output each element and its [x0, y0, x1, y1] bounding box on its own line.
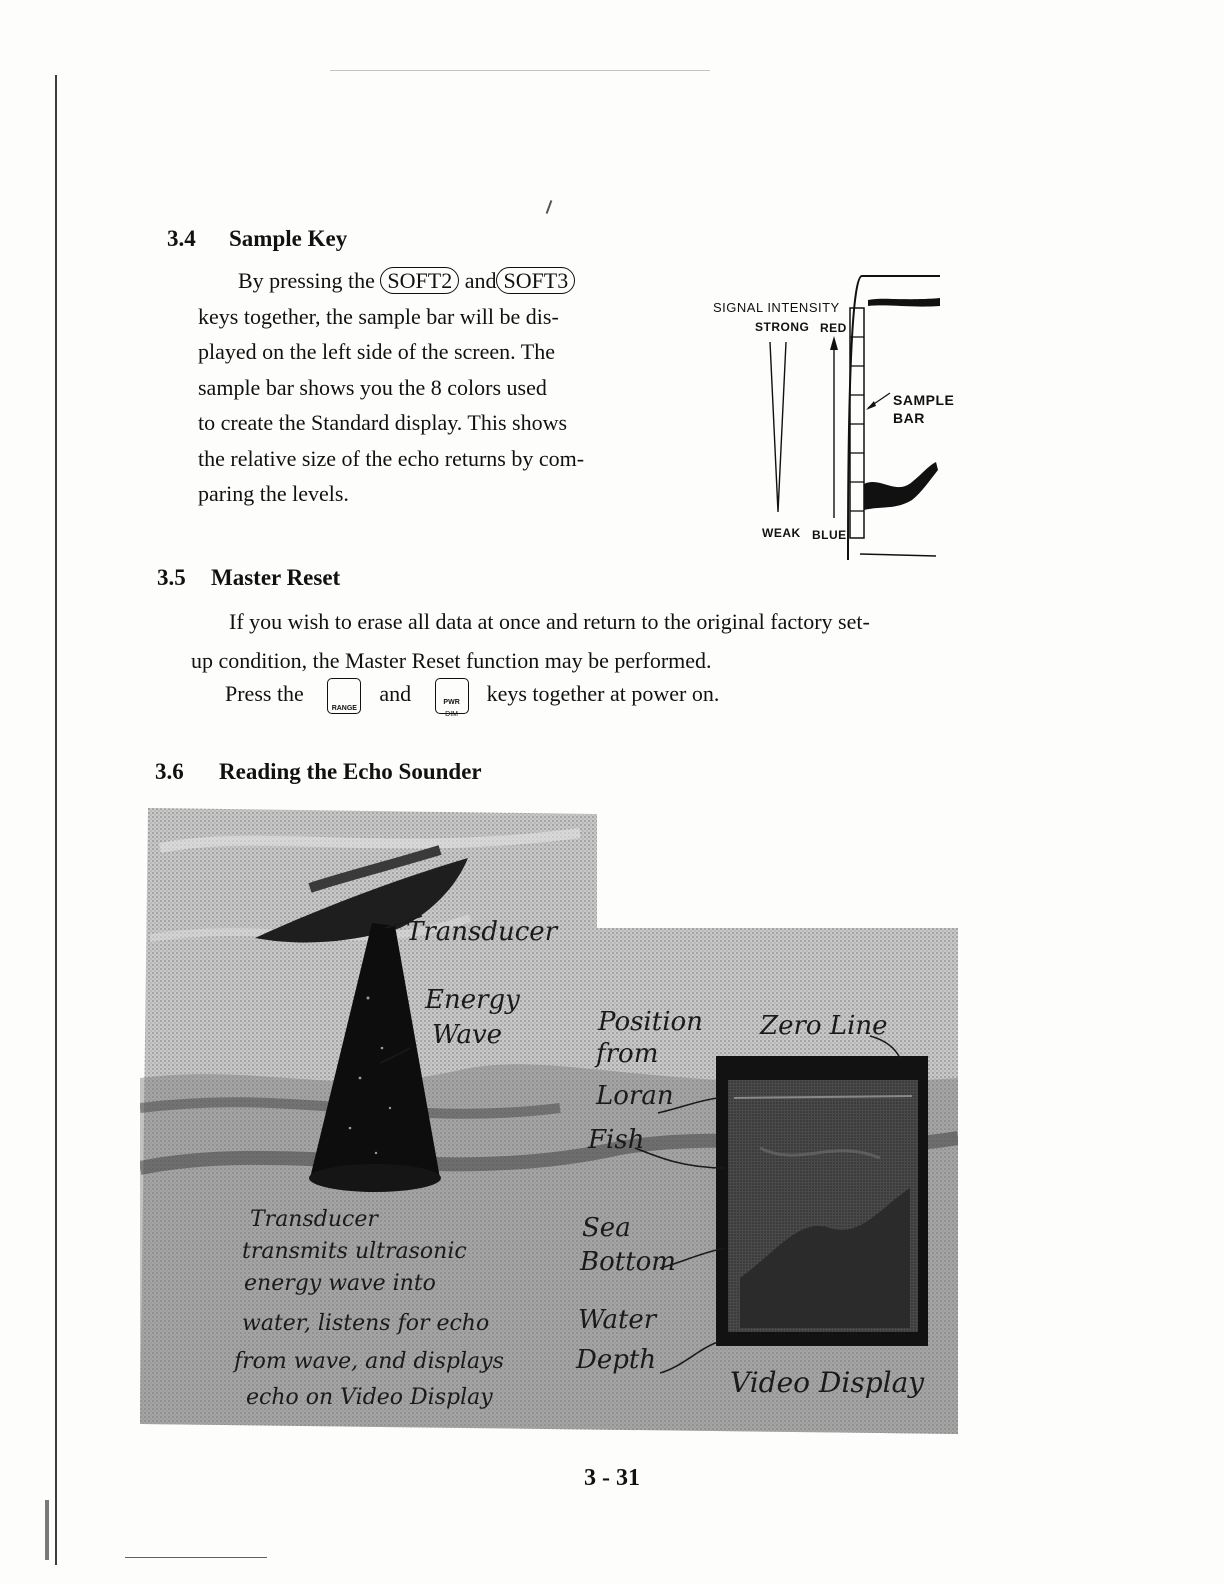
bar-label: BAR [893, 410, 925, 426]
text-span: and [379, 681, 412, 706]
red-label: RED [820, 321, 847, 335]
desc-line: Transducer [250, 1207, 378, 1232]
master-reset-line-2: up condition, the Master Reset function may be performed. [191, 648, 712, 673]
sea-label: Sea [582, 1213, 631, 1243]
pointer-head [866, 401, 876, 410]
key-text: PWR [443, 698, 460, 706]
page-number: 3 - 31 [584, 1465, 640, 1491]
paragraph-line: paring the levels. [198, 481, 349, 506]
video-display-label: Video Display [730, 1366, 925, 1399]
paragraph-line: sample bar shows you the 8 colors used [198, 374, 547, 400]
sea-bottom-trace [864, 462, 938, 510]
section-3-4-heading [167, 226, 347, 252]
paragraph-line: the relative size of the echo returns by com- [198, 445, 585, 471]
loran-label: Loran [596, 1081, 674, 1111]
position-label: Position [598, 1007, 703, 1037]
scan-speckle [330, 70, 710, 71]
key-text: RANGE [331, 704, 357, 712]
section-title: Reading the Echo Sounder [219, 759, 482, 784]
master-reset-press-line [225, 676, 720, 718]
section-title: Master Reset [211, 565, 341, 590]
soft2-key: SOFT2 [380, 267, 459, 294]
pwr-dim-key [435, 678, 469, 718]
signal-intensity-label: SIGNAL INTENSITY [713, 300, 840, 315]
bar-dividers [850, 337, 864, 511]
section-number: 3.4 [167, 226, 196, 251]
text-span: Press the [225, 681, 304, 706]
echo-sounder-illustration [140, 808, 958, 1434]
section-number: 3.5 [157, 565, 186, 590]
intensity-wedge [770, 342, 786, 512]
scan-binding-mark [45, 1500, 49, 1560]
desc-line: energy wave into [244, 1271, 436, 1296]
sample-key-paragraph [198, 263, 628, 512]
water-label: Water [578, 1305, 657, 1335]
desc-line: transmits ultrasonic [242, 1239, 467, 1264]
master-reset-line-1: If you wish to erase all data at once and return to the original factory set- [229, 609, 870, 634]
sample-bar-diagram [700, 270, 970, 565]
from-label: from [596, 1039, 659, 1069]
scan-binding-edge [55, 75, 57, 1565]
screen-bottom [860, 554, 936, 556]
range-key [327, 678, 361, 714]
paragraph-line: keys together, the sample bar will be dis- [198, 303, 559, 329]
fish-label: Fish [588, 1125, 645, 1155]
sample-label: SAMPLE [893, 392, 955, 408]
paragraph-line: to create the Standard display. This shows [198, 410, 568, 435]
strong-label: STRONG [755, 320, 810, 334]
soft3-key: SOFT3 [496, 267, 575, 294]
energy-label: Energy [425, 985, 520, 1015]
illustration-art [140, 808, 958, 1434]
wave-label: Wave [432, 1020, 503, 1050]
desc-line: echo on Video Display [246, 1385, 493, 1410]
zero-line-label: Zero Line [760, 1011, 888, 1041]
desc-line: from wave, and displays [234, 1349, 504, 1374]
text-span: By pressing the [238, 268, 375, 293]
scan-mark [546, 200, 553, 214]
bottom-label: Bottom [580, 1247, 676, 1277]
text-span: keys together at power on. [486, 681, 720, 706]
blue-label: BLUE [812, 528, 847, 542]
arrow-head [830, 336, 838, 350]
section-number: 3.6 [155, 759, 184, 784]
section-3-6-heading [155, 759, 482, 785]
desc-line: water, listens for echo [242, 1311, 490, 1336]
key-text: DIM [445, 710, 459, 718]
paragraph-line: played on the left side of the screen. The [198, 339, 555, 364]
transducer-label: Transducer [406, 917, 558, 947]
text-span: and [464, 268, 497, 293]
paragraph-first-line [198, 263, 628, 299]
weak-label: WEAK [762, 526, 801, 540]
footer-rule [125, 1557, 267, 1558]
section-title: Sample Key [229, 226, 348, 251]
depth-label: Depth [576, 1345, 657, 1375]
section-3-5-heading [157, 565, 340, 591]
zero-line-trace [868, 298, 940, 307]
